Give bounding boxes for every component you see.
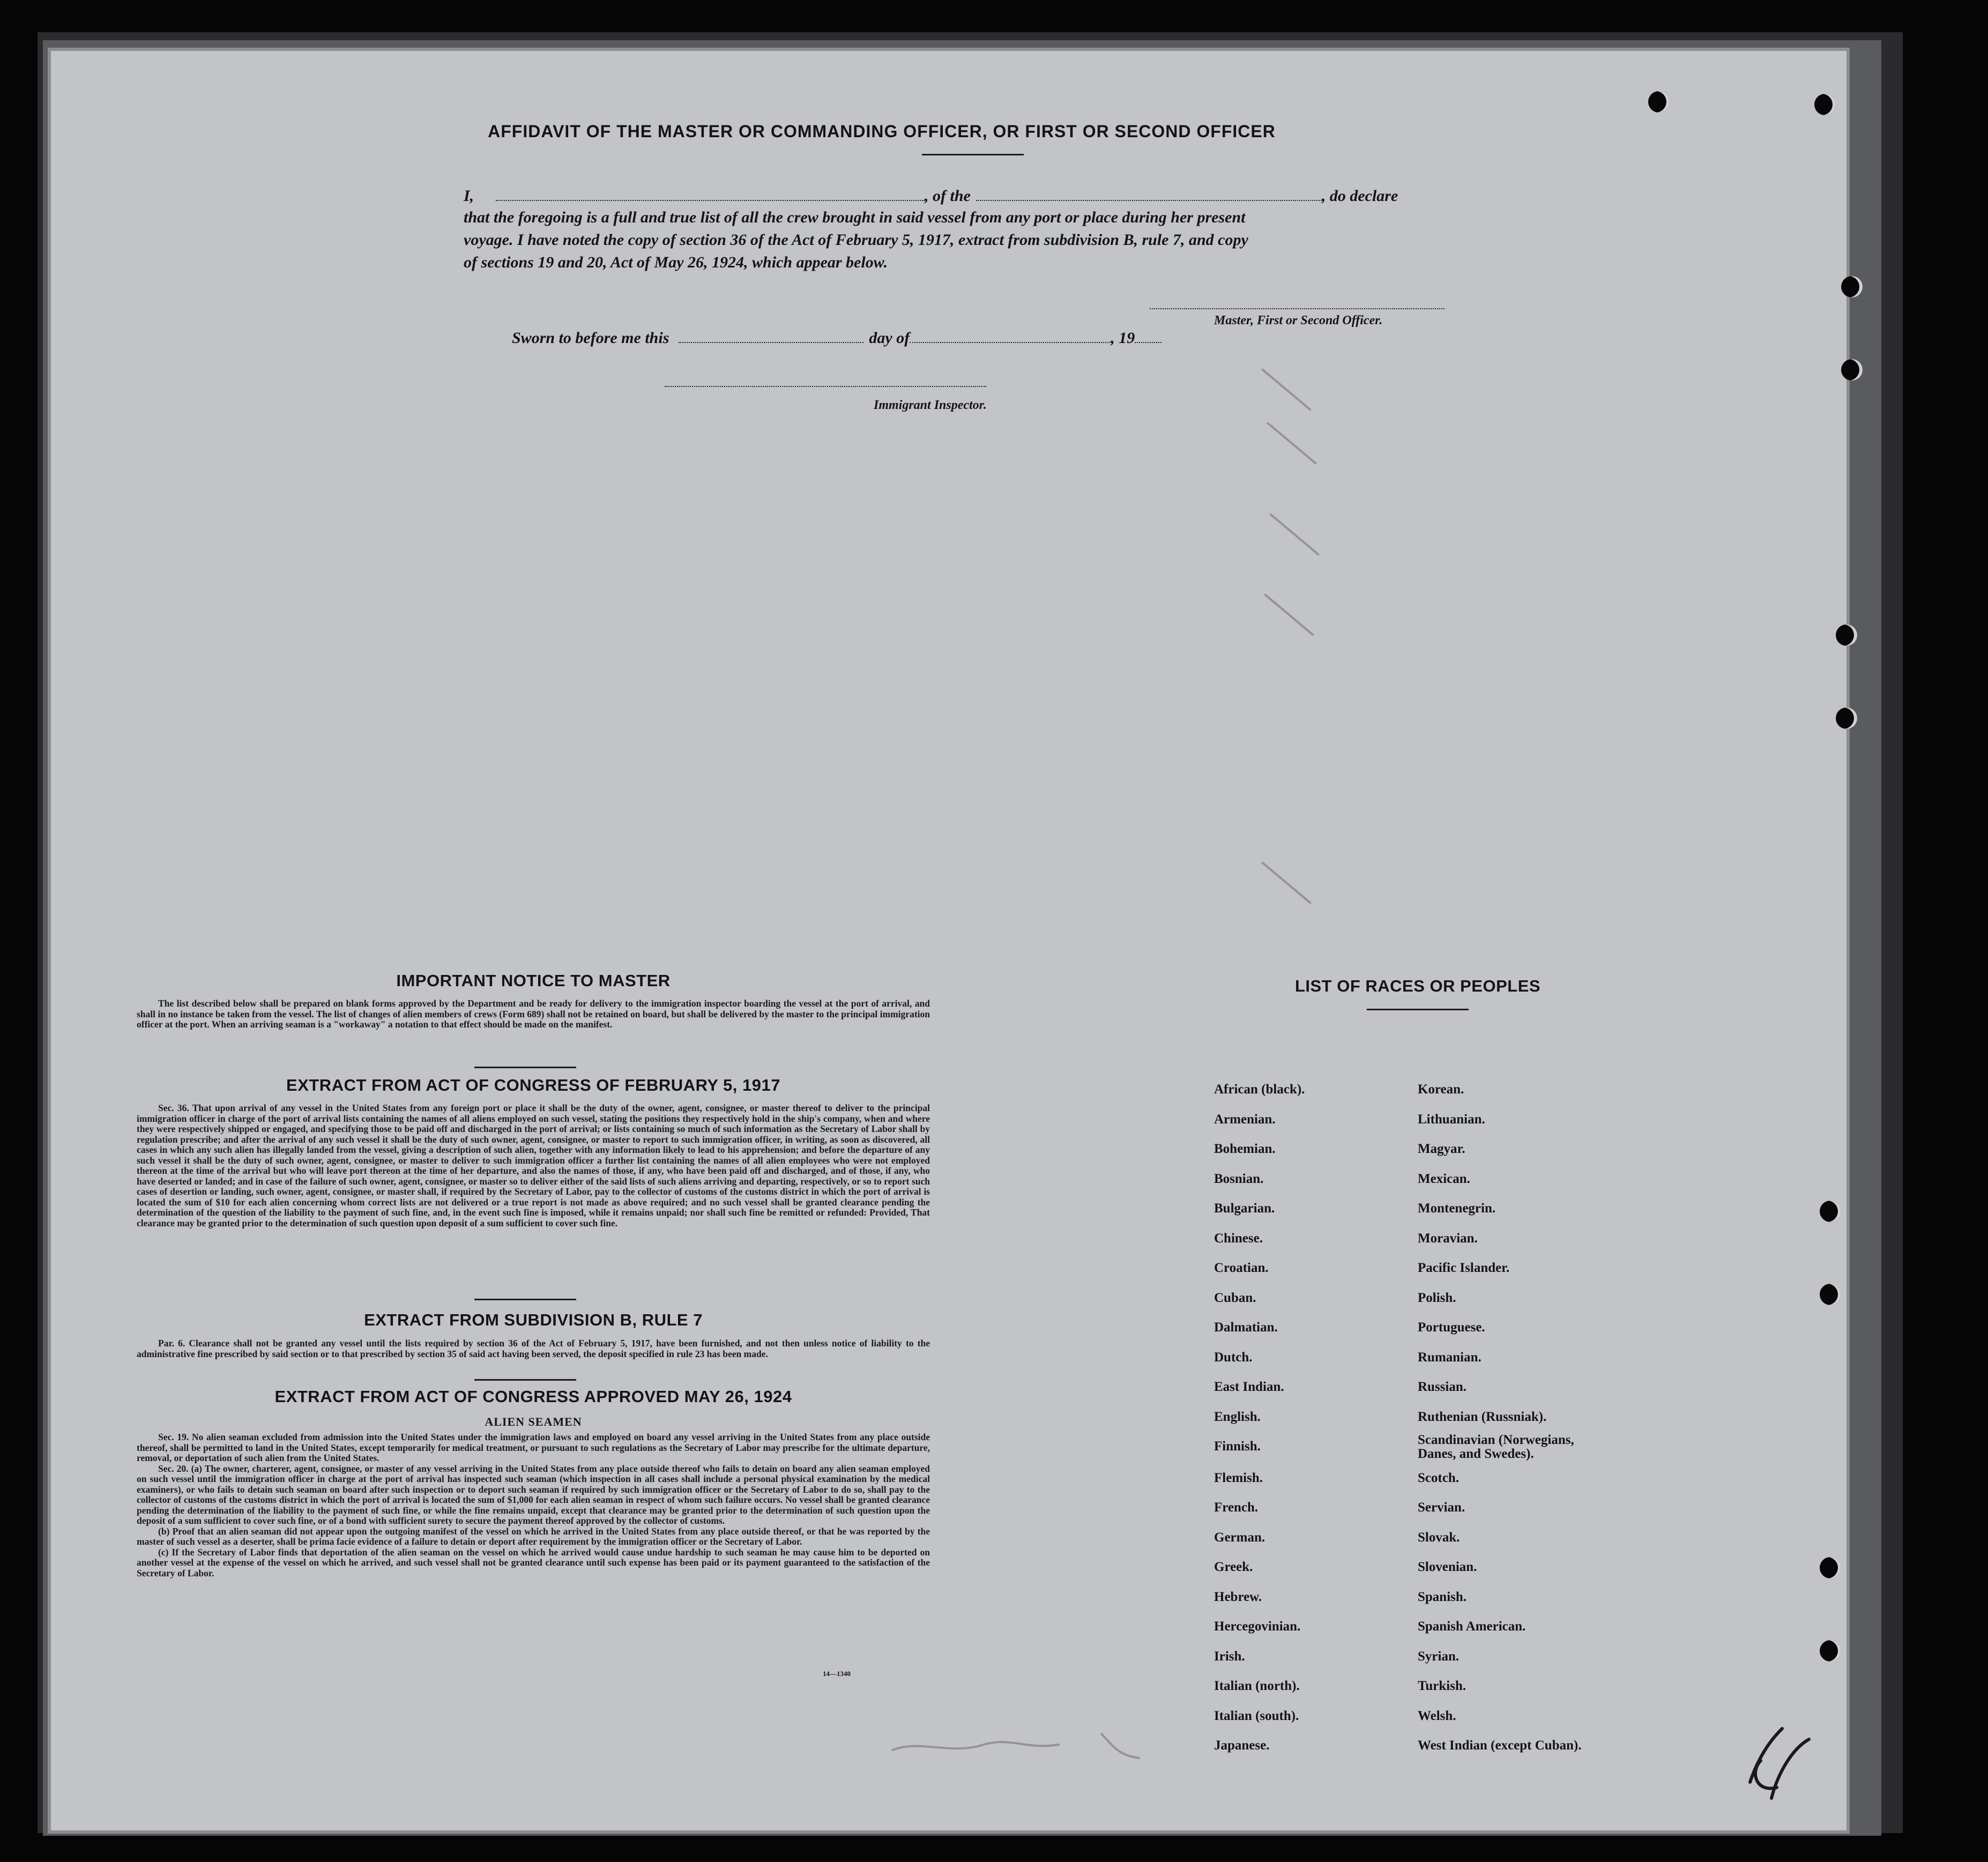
extract-1917-title: EXTRACT FROM ACT OF CONGRESS OF FEBRUARY 5, 1917 (286, 1076, 780, 1094)
punch-hole (1820, 1557, 1841, 1578)
sworn-day-field[interactable] (679, 342, 863, 343)
race-item: Italian (north). (1214, 1679, 1300, 1693)
inspector-label: Immigrant Inspector. (874, 398, 987, 412)
punch-hole (1841, 276, 1863, 297)
extract-1924-title: EXTRACT FROM ACT OF CONGRESS APPROVED MAY 26, 1924 (274, 1387, 792, 1406)
race-item: Slovenian. (1418, 1560, 1477, 1574)
subdivision-b-text: Par. 6. Clearance shall not be granted any vessel until the lists required by section 36 of the Act of February 5, 1917, have been furnished, and not then unless notice of liability to the administrative fine prescribed by said section or to that prescribed by section 35 of said act having been served, the deposit specified in rule 23 has been made. (137, 1338, 930, 1359)
race-item: Portuguese. (1418, 1320, 1485, 1335)
race-item: Lithuanian. (1418, 1112, 1485, 1127)
extract-1917-text: Sec. 36. That upon arrival of any vessel in the United States from any foreign port or place it shall be the duty of the owner, agent, consignee, or master thereof to deliver to the principal immigration officer in charge of the port of arrival lists containing the names of all aliens employed on such vessel, stating the positions they respectively hold in the ship's company, when and where they were respectively shipped or engaged, and specifying those to be paid off and discharged in the port of arrival; or lists containing so much of such information as the Secretary of Labor shall by regulation prescribe; and after the arrival of any such vessel it shall be the duty of such owner, agent, consignee, or master to report to such immigration officer, in writing, as soon as discovered, all cases in which any such alien has illegally landed from the vessel, giving a description of such alien, together with any information likely to lead to his apprehension; and before the departure of any such vessel it shall be the duty of such owner, agent, consignee, or master to deliver to such immigration officer a further list containing the names of all alien employees who were not employed thereon at the time of the arrival but who will leave port thereon at the time of her departure, and also the names of those, if any, who have been paid off and discharged, and of those, if any, who have deserted or landed; and in case of the failure of such owner, agent, consignee, or master so to deliver either of the said lists of such aliens arriving and departing, respectively, or so to report such cases of desertion or landing, such owner, agent, consignee, or master shall, if required by the Secretary of Labor, pay to the collector of customs of the customs district in which the port of arrival is located the sum of $10 for each alien concerning whom correct lists are not delivered or a true report is not made as above required; and no such vessel shall be granted clearance pending the determination of the question of the liability to the payment of such fine, and, in the event such fine is imposed, while it remains unpaid; nor shall such fine be remitted or refunded: Provided, That clearance may be granted prior to the determination of such question upon deposit of a sum sufficient to cover such fine. (137, 1103, 930, 1228)
divider (474, 1067, 576, 1068)
race-item: Mexican. (1418, 1171, 1470, 1186)
punch-hole (1648, 91, 1670, 113)
form-number: 14—1340 (823, 1670, 851, 1678)
punch-hole (1820, 1640, 1841, 1662)
race-item: Scotch. (1418, 1470, 1460, 1485)
race-item: Scandinavian (Norwegians, Danes, and Swedes). (1418, 1433, 1574, 1461)
race-item: Greek. (1214, 1560, 1253, 1574)
race-item: Dutch. (1214, 1350, 1253, 1365)
race-item: Pacific Islander. (1418, 1261, 1510, 1275)
race-item: East Indian. (1214, 1380, 1284, 1394)
race-item: Bohemian. (1214, 1142, 1276, 1156)
race-item: Dalmatian. (1214, 1320, 1278, 1335)
signature-label: Master, First or Second Officer. (1214, 314, 1383, 327)
races-title: LIST OF RACES OR PEOPLES (1294, 977, 1541, 995)
race-item: English. (1214, 1409, 1261, 1424)
race-item: Rumanian. (1418, 1350, 1481, 1365)
race-item: Hebrew. (1214, 1589, 1262, 1604)
race-item: Cuban. (1214, 1290, 1256, 1305)
extract-1924-text: Sec. 19. No alien seaman excluded from admission into the United States under the immigration laws and employed on board any vessel arriving in the United States from any place outside thereof, shall be permitted to land in the United States, except temporarily for medical treatment, or pursuant to such regulations as the Secretary of Labor may prescribe for the ultimate departure, removal, or deportation of such alien from the United States. Sec. 20. (a) The owner, charterer, agent, consignee, or master of any vessel arriving in the United States from any place outside thereof who fails to detain on board any alien seaman employed on such vessel until the immigration officer in charge at the port of arrival has inspected such seaman (which inspection in all cases shall include a personal physical examination by the medical examiners), or who fails to detain such seaman on board after such inspection or to deport such seaman if required by such immigration officer or the Secretary of Labor to do so, shall pay to the collector of customs of the customs district in which the port of arrival is located the sum of $1,000 for each alien seaman in respect of whom such failure occurs. No vessel shall be granted clearance pending the determination of the liability to the payment of such fine, or while the fine remains unpaid, except that clearance may be granted prior to the determination of such question upon the deposit of a sum sufficient to cover such fine, or of a bond with sufficient surety to secure the payment thereof approved by the collector of customs. (b) Proof that an alien seaman did not appear upon the outgoing manifest of the vessel on which he arrived in the United States from any place outside thereof, or that he was reported by the master of such vessel as a deserter, shall be prima facie evidence of a failure to detain or deport after requirement by the immigration officer or the Secretary of Labor. (c) If the Secretary of Labor finds that deportation of the alien seaman on the vessel on which he arrived would cause undue hardship to such seaman he may cause him to be deported on another vessel at the expense of the vessel on which he arrived, and such vessel shall not be granted clearance until such expense has been paid or its payment guaranteed to the satisfaction of the Secretary of Labor. (137, 1432, 930, 1578)
race-item: West Indian (except Cuban). (1418, 1738, 1582, 1753)
faint-pencil-mark (887, 1718, 1166, 1766)
race-item: Montenegrin. (1418, 1201, 1496, 1216)
race-item: Turkish. (1418, 1679, 1466, 1693)
handwritten-mark (1739, 1718, 1820, 1804)
race-item: African (black). (1214, 1082, 1305, 1097)
race-item: Syrian. (1418, 1649, 1460, 1664)
subdivision-b-title: EXTRACT FROM SUBDIVISION B, RULE 7 (364, 1310, 703, 1329)
race-item: Russian. (1418, 1380, 1467, 1394)
race-item: Croatian. (1214, 1261, 1269, 1275)
signature-line[interactable] (1150, 308, 1445, 309)
race-item: Armenian. (1214, 1112, 1276, 1127)
punch-hole (1836, 707, 1857, 729)
race-item: Spanish. (1418, 1589, 1467, 1604)
race-item: Japanese. (1214, 1738, 1270, 1753)
divider (474, 1379, 576, 1381)
race-item: Italian (south). (1214, 1708, 1299, 1723)
race-item: German. (1214, 1530, 1265, 1545)
sworn-month-field[interactable] (910, 342, 1111, 343)
inspector-signature-line[interactable] (665, 386, 986, 387)
race-item: Welsh. (1418, 1708, 1456, 1723)
race-item: Hercegovinian. (1214, 1619, 1301, 1634)
punch-hole (1814, 94, 1836, 115)
punch-hole (1820, 1201, 1841, 1222)
notice-title: IMPORTANT NOTICE TO MASTER (396, 971, 671, 990)
race-item: Servian. (1418, 1500, 1465, 1515)
divider (922, 154, 1024, 155)
race-item: French. (1214, 1500, 1259, 1515)
document-page (51, 51, 1846, 1830)
race-item: Korean. (1418, 1082, 1464, 1097)
race-item: Moravian. (1418, 1231, 1478, 1246)
master-name-field[interactable] (496, 200, 925, 201)
race-item: Bulgarian. (1214, 1201, 1275, 1216)
affidavit-declaration: I, , of the , do declare that the foregoing is a full and true list of all the crew brought in said vessel from any port or place during her present voyage. I have noted the copy of section 36 of the Act of February 5, 1917, extract from subdivision B, rule 7, and copy of sections 19 and 20, Act of May 26, 1924, which appear below. (464, 187, 1398, 271)
race-item: Polish. (1418, 1290, 1456, 1305)
affidavit-title: AFFIDAVIT OF THE MASTER OR COMMANDING OFFICER, OR FIRST OR SECOND OFFICER (488, 122, 1276, 141)
race-item: Irish. (1214, 1649, 1245, 1664)
races-list (1214, 1075, 1643, 1761)
divider (474, 1299, 576, 1300)
race-item: Chinese. (1214, 1231, 1263, 1246)
race-item: Spanish American. (1418, 1619, 1526, 1634)
divider (1367, 1009, 1469, 1010)
race-item: Magyar. (1418, 1142, 1465, 1156)
sworn-statement: Sworn to before me this day of , 19 (512, 327, 1161, 349)
race-item: Slovak. (1418, 1530, 1460, 1545)
vessel-name-field[interactable] (976, 200, 1322, 201)
punch-hole (1841, 359, 1863, 381)
race-item: Ruthenian (Russniak). (1418, 1409, 1547, 1424)
sworn-year-field[interactable] (1135, 342, 1161, 343)
race-item: Finnish. (1214, 1439, 1261, 1454)
punch-hole (1820, 1284, 1841, 1305)
race-item: Bosnian. (1214, 1171, 1264, 1186)
notice-text: The list described below shall be prepared on blank forms approved by the Department and be ready for delivery to the immigration inspector boarding the vessel at the port of arrival, and shall in no instance be taken from the vessel. The list of changes of alien members of crews (Form 689) shall not be retained on board, but shall be delivered by the master to the principal immigration officer at the port. When an arriving seaman is a "workaway" a notation to that effect should be made on the manifest. (137, 998, 930, 1030)
alien-seamen-subtitle: ALIEN SEAMEN (485, 1415, 582, 1428)
punch-hole (1836, 624, 1857, 646)
race-item: Flemish. (1214, 1470, 1263, 1485)
